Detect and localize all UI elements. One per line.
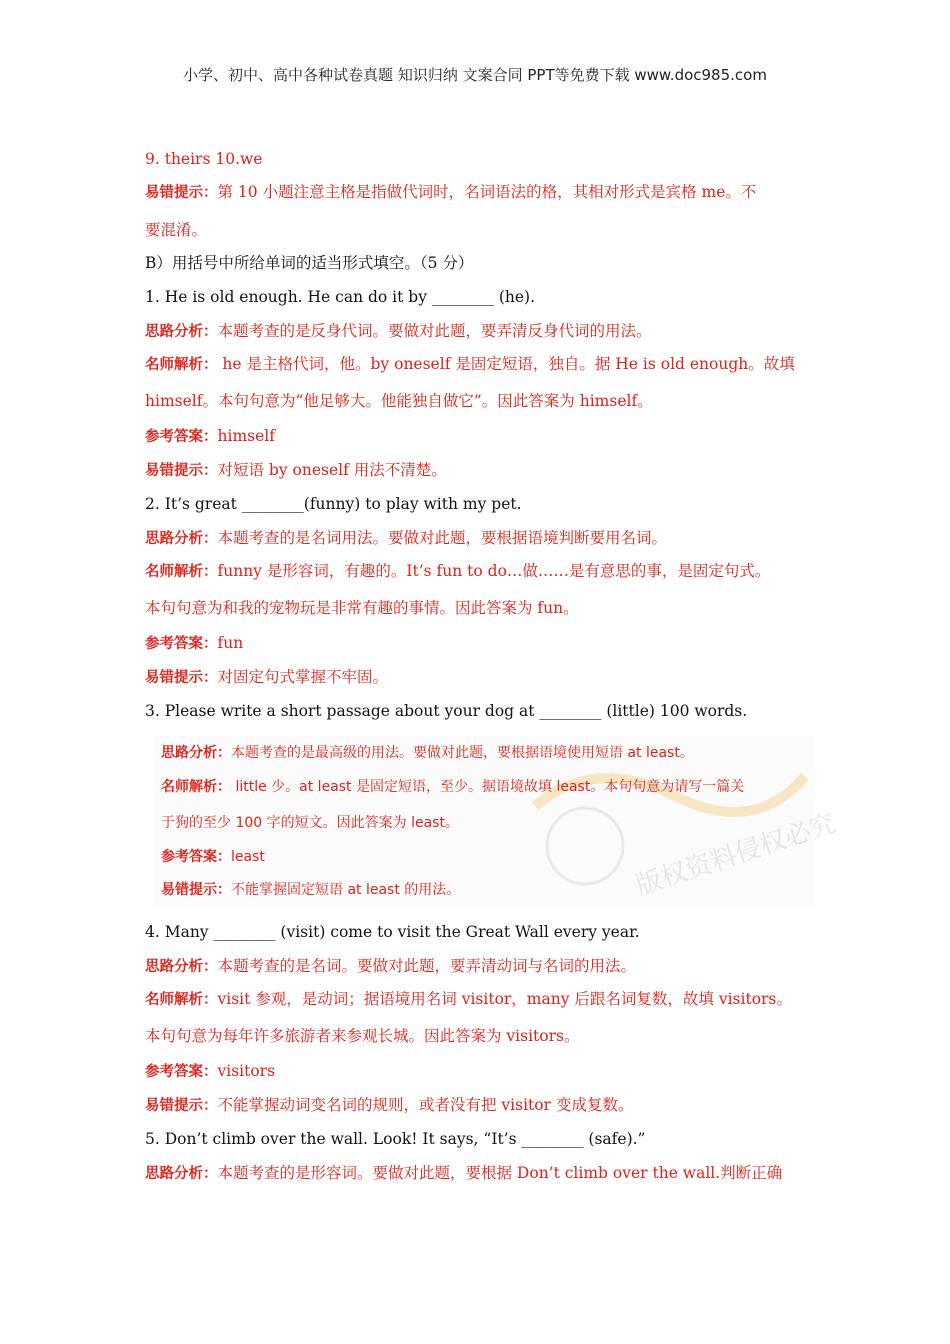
- q1-answer-text: himself: [217, 427, 275, 445]
- watermark-text: 版权资料侵权必究: [632, 808, 840, 902]
- tip-label: 易错提示：: [145, 670, 218, 686]
- answer-label: 参考答案：: [145, 1064, 218, 1080]
- q3-teacher: [161, 776, 744, 798]
- q1-analysis: [145, 320, 652, 343]
- q3-analysis: [161, 742, 694, 764]
- answer-label: 参考答案：: [145, 429, 218, 445]
- q2-tip: [145, 666, 388, 689]
- answer-label: 参考答案：: [161, 849, 231, 865]
- analysis-label: 思路分析：: [145, 959, 218, 975]
- q1-tip: [145, 459, 447, 482]
- tip-text: 第 10 小题注意主格是指做代词时，名词语法的格，其相对形式是宾格 me。不: [217, 183, 757, 201]
- q2-answer-text: fun: [217, 634, 244, 652]
- q4-answer: [145, 1060, 275, 1083]
- page-header: 小学、初中、高中各种试卷真题 知识归纳 文案合同 PPT等免费下载 www.doc985.com: [183, 66, 767, 84]
- q3-answer: [161, 846, 265, 868]
- tip-label: 易错提示：: [161, 882, 231, 898]
- question-2: 2. It’s great ________(funny) to play with my pet.: [145, 495, 522, 513]
- q4-teacher: [145, 988, 792, 1011]
- tip-label: 易错提示：: [145, 185, 218, 201]
- q3-answer-text: least: [231, 849, 265, 865]
- q1-teacher-text: he 是主格代词，他。by oneself 是固定短语，独自。据 He is old enough。故填: [217, 355, 795, 373]
- q5-analysis-text: 本题考查的是形容词。要做对此题，要根据 Don’t climb over the wall.判断正确: [217, 1164, 783, 1182]
- q2-tip-text: 对固定句式掌握不牢固。: [217, 668, 389, 686]
- q2-analysis: [145, 527, 667, 550]
- tip-text-cont: 要混淆。: [145, 221, 208, 239]
- q2-teacher-cont: 本句句意为和我的宠物玩是非常有趣的事情。因此答案为 fun。: [145, 599, 579, 617]
- question-5: 5. Don’t climb over the wall. Look! It says, “It’s ________ (safe).”: [145, 1130, 646, 1148]
- tip-line: [145, 181, 756, 204]
- q4-tip-text: 不能掌握动词变名词的规则，或者没有把 visitor 变成复数。: [217, 1096, 634, 1114]
- q4-tip: [145, 1094, 633, 1117]
- tip-label: 易错提示：: [145, 1098, 218, 1114]
- q1-teacher: [145, 353, 795, 376]
- analysis-label: 思路分析：: [145, 531, 218, 547]
- q2-analysis-text: 本题考查的是名词用法。要做对此题，要根据语境判断要用名词。: [217, 529, 668, 547]
- q4-answer-text: visitors: [217, 1062, 276, 1080]
- q1-tip-text: 对短语 by oneself 用法不清楚。: [217, 461, 447, 479]
- section-b-heading: B）用括号中所给单词的适当形式填空。（5 分）: [145, 254, 474, 272]
- q4-analysis: [145, 955, 636, 978]
- q3-teacher-text: little 少。at least 是固定短语，至少。据语境故填 least。本句句意为请写一篇关: [231, 779, 745, 795]
- teacher-label: 名师解析：: [145, 564, 218, 580]
- q3-tip: [161, 879, 460, 901]
- question-1: 1. He is old enough. He can do it by ________ (he).: [145, 288, 535, 306]
- q2-teacher-text: funny 是形容词，有趣的。It’s fun to do…做……是有意思的事，是固定句式。: [217, 562, 771, 580]
- tip-label: 易错提示：: [145, 463, 218, 479]
- teacher-label: 名师解析：: [145, 992, 218, 1008]
- analysis-label: 思路分析：: [145, 1166, 218, 1182]
- analysis-label: 思路分析：: [145, 324, 218, 340]
- q4-analysis-text: 本题考查的是名词。要做对此题，要弄清动词与名词的用法。: [217, 957, 637, 975]
- answers-9-10: 9. theirs 10.we: [145, 150, 263, 168]
- question-4: 4. Many ________ (visit) come to visit the Great Wall every year.: [145, 923, 640, 941]
- q4-teacher-cont: 本句句意为每年许多旅游者来参观长城。因此答案为 visitors。: [145, 1027, 580, 1045]
- answer-label: 参考答案：: [145, 636, 218, 652]
- q1-teacher-cont: himself。本句句意为“他足够大。他能独自做它”。因此答案为 himself。: [145, 392, 653, 410]
- q5-analysis: [145, 1162, 782, 1185]
- q4-teacher-text: visit 参观，是动词；据语境用名词 visitor，many 后跟名词复数，故填 visitors。: [217, 990, 792, 1008]
- q3-teacher-cont: 于狗的至少 100 字的短文。因此答案为 least。: [161, 815, 459, 831]
- q3-explanation-image: [153, 736, 840, 908]
- teacher-label: 名师解析：: [145, 357, 218, 373]
- q3-analysis-text: 本题考查的是最高级的用法。要做对此题，要根据语境使用短语 at least。: [231, 745, 694, 761]
- q2-teacher: [145, 560, 770, 583]
- q2-answer: [145, 632, 243, 655]
- analysis-label: 思路分析：: [161, 745, 231, 761]
- teacher-label: 名师解析：: [161, 779, 231, 795]
- q1-answer: [145, 425, 275, 448]
- question-3: 3. Please write a short passage about your dog at ________ (little) 100 words.: [145, 702, 748, 720]
- q1-analysis-text: 本题考查的是反身代词。要做对此题，要弄清反身代词的用法。: [217, 322, 652, 340]
- q3-tip-text: 不能掌握固定短语 at least 的用法。: [231, 882, 461, 898]
